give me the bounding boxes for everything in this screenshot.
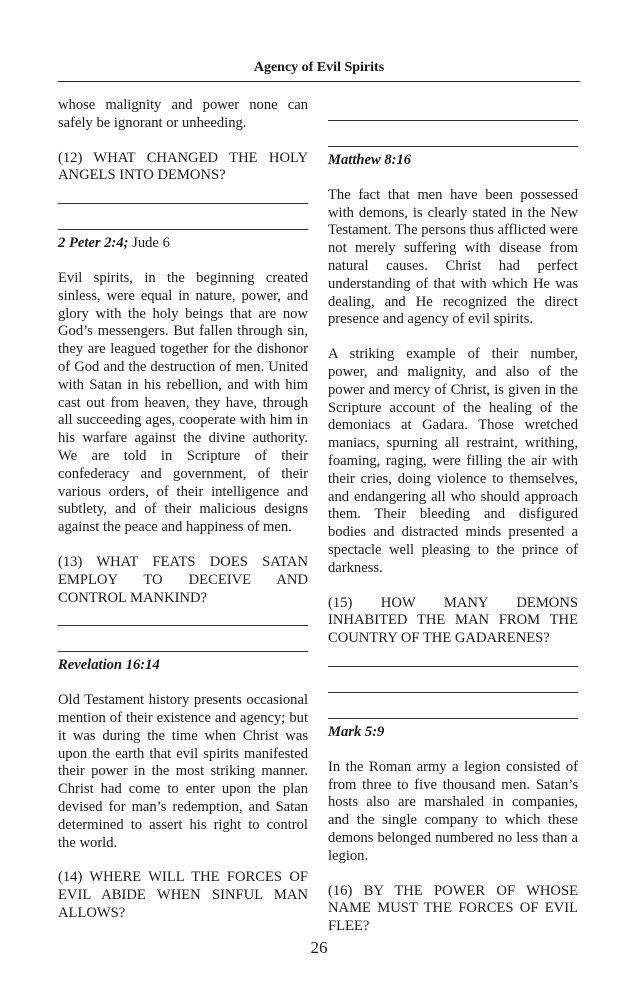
question-15: (15) HOW MANY DEMONS INHABITED THE MAN FROM THE COUNTRY OF THE GADARENES? — [328, 594, 578, 647]
paragraph-possessed: The fact that men have been possessed with demons, is clearly stated in the New Testament. The persons thus afflicted were not merely suffering with disease from natural causes. Christ had perfect understanding of that with which He was dealing, and He recognized the direct presence and agency of evil spirits. — [328, 186, 578, 328]
answer-line — [328, 718, 578, 719]
scripture-reference-12: 2 Peter 2:4; Jude 6 — [58, 235, 170, 252]
answer-line — [328, 120, 578, 121]
paragraph-old-testament: Old Testament history presents occasional mention of their existence and agency; but it was during the time when Christ was upon the earth that evil spirits manifested their power in the most striking manner. Christ had come to enter upon the plan devised for man’s redemption, and Satan determined to assert his right to control the world. — [58, 692, 308, 851]
page-number: 26 — [310, 938, 328, 957]
left-column — [58, 97, 308, 929]
scripture-reference-13: Revelation 16:14 — [58, 657, 160, 674]
scripture-reference-14: Matthew 8:16 — [328, 152, 412, 168]
running-header: Agency of Evil Spirits — [253, 60, 385, 75]
answer-line — [58, 203, 308, 204]
answer-line — [328, 146, 578, 147]
paragraph-gadara: A striking example of their number, power, and malignity, and also of the power and mercy of Christ, is given in the Scripture account of the healing of the demoniacs at Gadara. Those wretched maniacs, spurning all restraint, writhing, foaming, raging, were filling the air with their cries, doing violence to themselves, and endangering all who should approach them. Their bleeding and disfigured bodies and distracted minds presented a spectacle well pleasing to the prince of darkness. — [328, 346, 578, 576]
answer-line — [58, 625, 308, 626]
answer-line — [58, 651, 308, 652]
question-13: (13) WHAT FEATS DOES SATAN EMPLOY TO DECEIVE AND CONTROL MANKIND? — [58, 553, 308, 606]
answer-line — [58, 229, 308, 230]
question-14: (14) WHERE WILL THE FORCES OF EVIL ABIDE WHEN SINFUL MAN ALLOWS? — [58, 869, 308, 921]
right-column — [328, 97, 578, 942]
question-12: (12) WHAT CHANGED THE HOLY ANGELS INTO DEMONS? — [58, 149, 308, 184]
paragraph-evil-spirits: Evil spirits, in the beginning created sinless, were equal in nature, power, and glory with the holy beings that are now God’s messengers. But fallen through sin, they are leagued together for the dishonor of God and the destruction of men. United with Satan in his rebellion, and with him cast out from heaven, they have, through all succeeding ages, cooperate with him in his warfare against the divine authority. We are told in Scripture of their confederacy and government, of their various orders, of their intelligence and subtlety, and of their malicious designs against the peace and happiness of men. — [58, 269, 308, 536]
paragraph-legion: In the Roman army a legion consisted of from three to five thousand men. Satan’s hosts also are marshaled in companies, and the single company to which these demons belonged numbered no less than a legion. — [328, 758, 578, 864]
answer-line — [328, 666, 578, 667]
header-rule — [58, 81, 580, 82]
paragraph-continuation: whose malignity and power none can safely be ignorant or unheeding. — [58, 97, 308, 131]
scripture-reference-15: Mark 5:9 — [328, 723, 385, 740]
answer-line — [328, 692, 578, 693]
question-16: (16) BY THE POWER OF WHOSE NAME MUST THE FORCES OF EVIL FLEE? — [328, 882, 578, 935]
